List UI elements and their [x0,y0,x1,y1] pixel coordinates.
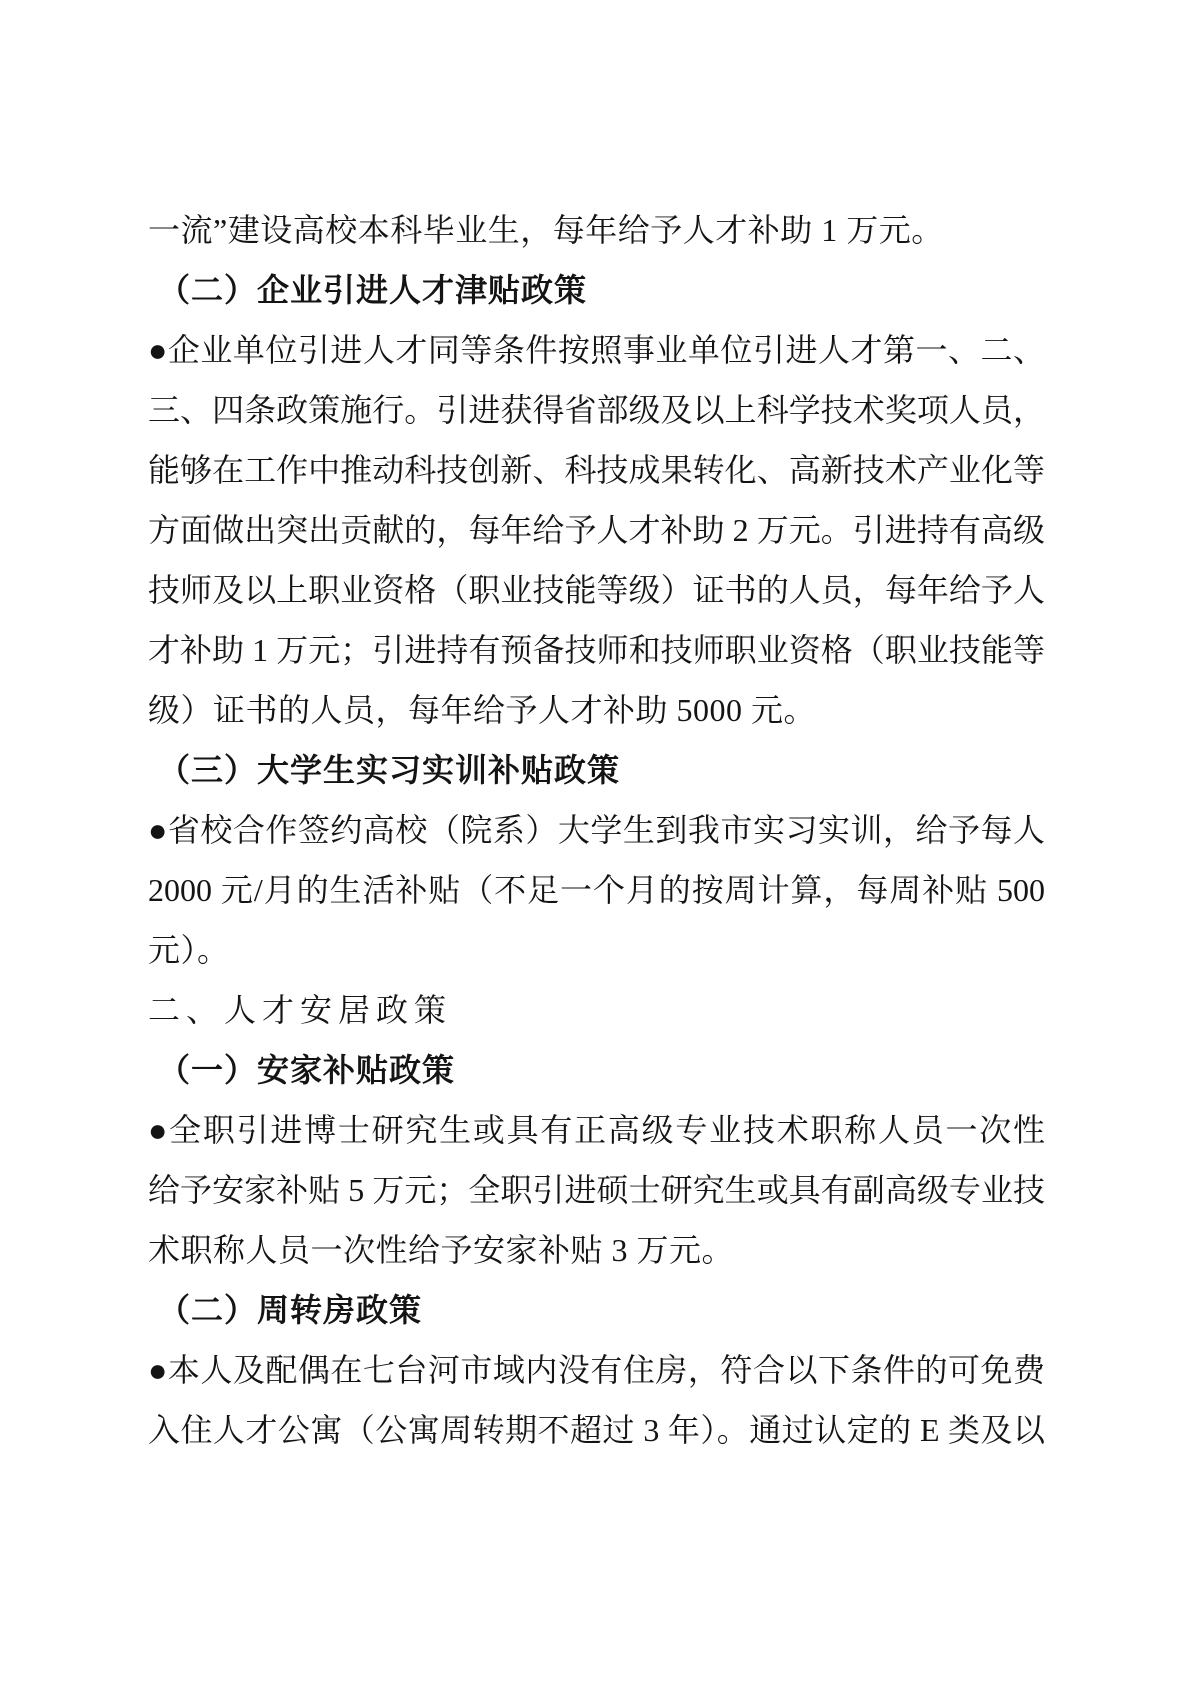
body-text-line: 级）证书的人员，每年给予人才补助 5000 元。 [148,692,817,728]
body-text-line: 术职称人员一次性给予安家补贴 3 万元。 [148,1232,735,1268]
body-text-line: 2000 元/月的生活补贴（不足一个月的按周计算，每周补贴 500 [148,872,1045,908]
body-text-line: 入住人才公寓（公寓周转期不超过 3 年）。通过认定的 E 类及以 [148,1412,1045,1448]
subsection-heading: （二）企业引进人才津贴政策 [158,272,588,308]
body-text-line: ●企业单位引进人才同等条件按照事业单位引进人才第一、二、 [148,332,1045,368]
body-text-line: 给予安家补贴 5 万元；全职引进硕士研究生或具有副高级专业技 [148,1172,1045,1208]
body-text-line: ●本人及配偶在七台河市域内没有住房，符合以下条件的可免费 [148,1352,1045,1388]
body-text-line: 三、四条政策施行。引进获得省部级及以上科学技术奖项人员， [148,392,1045,428]
section-heading: 二、人才安居政策 [148,992,453,1028]
body-text-line: 元）。 [148,932,230,968]
subsection-heading: （一）安家补贴政策 [158,1052,456,1088]
body-text-line: ●全职引进博士研究生或具有正高级专业技术职称人员一次性 [148,1112,1045,1148]
body-text-line: 技师及以上职业资格（职业技能等级）证书的人员，每年给予人 [148,572,1045,608]
body-text-line: 才补助 1 万元；引进持有预备技师和技师职业资格（职业技能等 [148,632,1045,668]
body-text-line: 一流”建设高校本科毕业生，每年给予人才补助 1 万元。 [148,212,944,248]
body-text-line: ●省校合作签约高校（院系）大学生到我市实习实训，给予每人 [148,812,1045,848]
subsection-heading: （二）周转房政策 [158,1292,423,1328]
document-content [148,200,1045,1460]
body-text-line: 能够在工作中推动科技创新、科技成果转化、高新技术产业化等 [148,452,1045,488]
body-text-line: 方面做出突出贡献的，每年给予人才补助 2 万元。引进持有高级 [148,512,1045,548]
subsection-heading: （三）大学生实习实训补贴政策 [158,752,621,788]
